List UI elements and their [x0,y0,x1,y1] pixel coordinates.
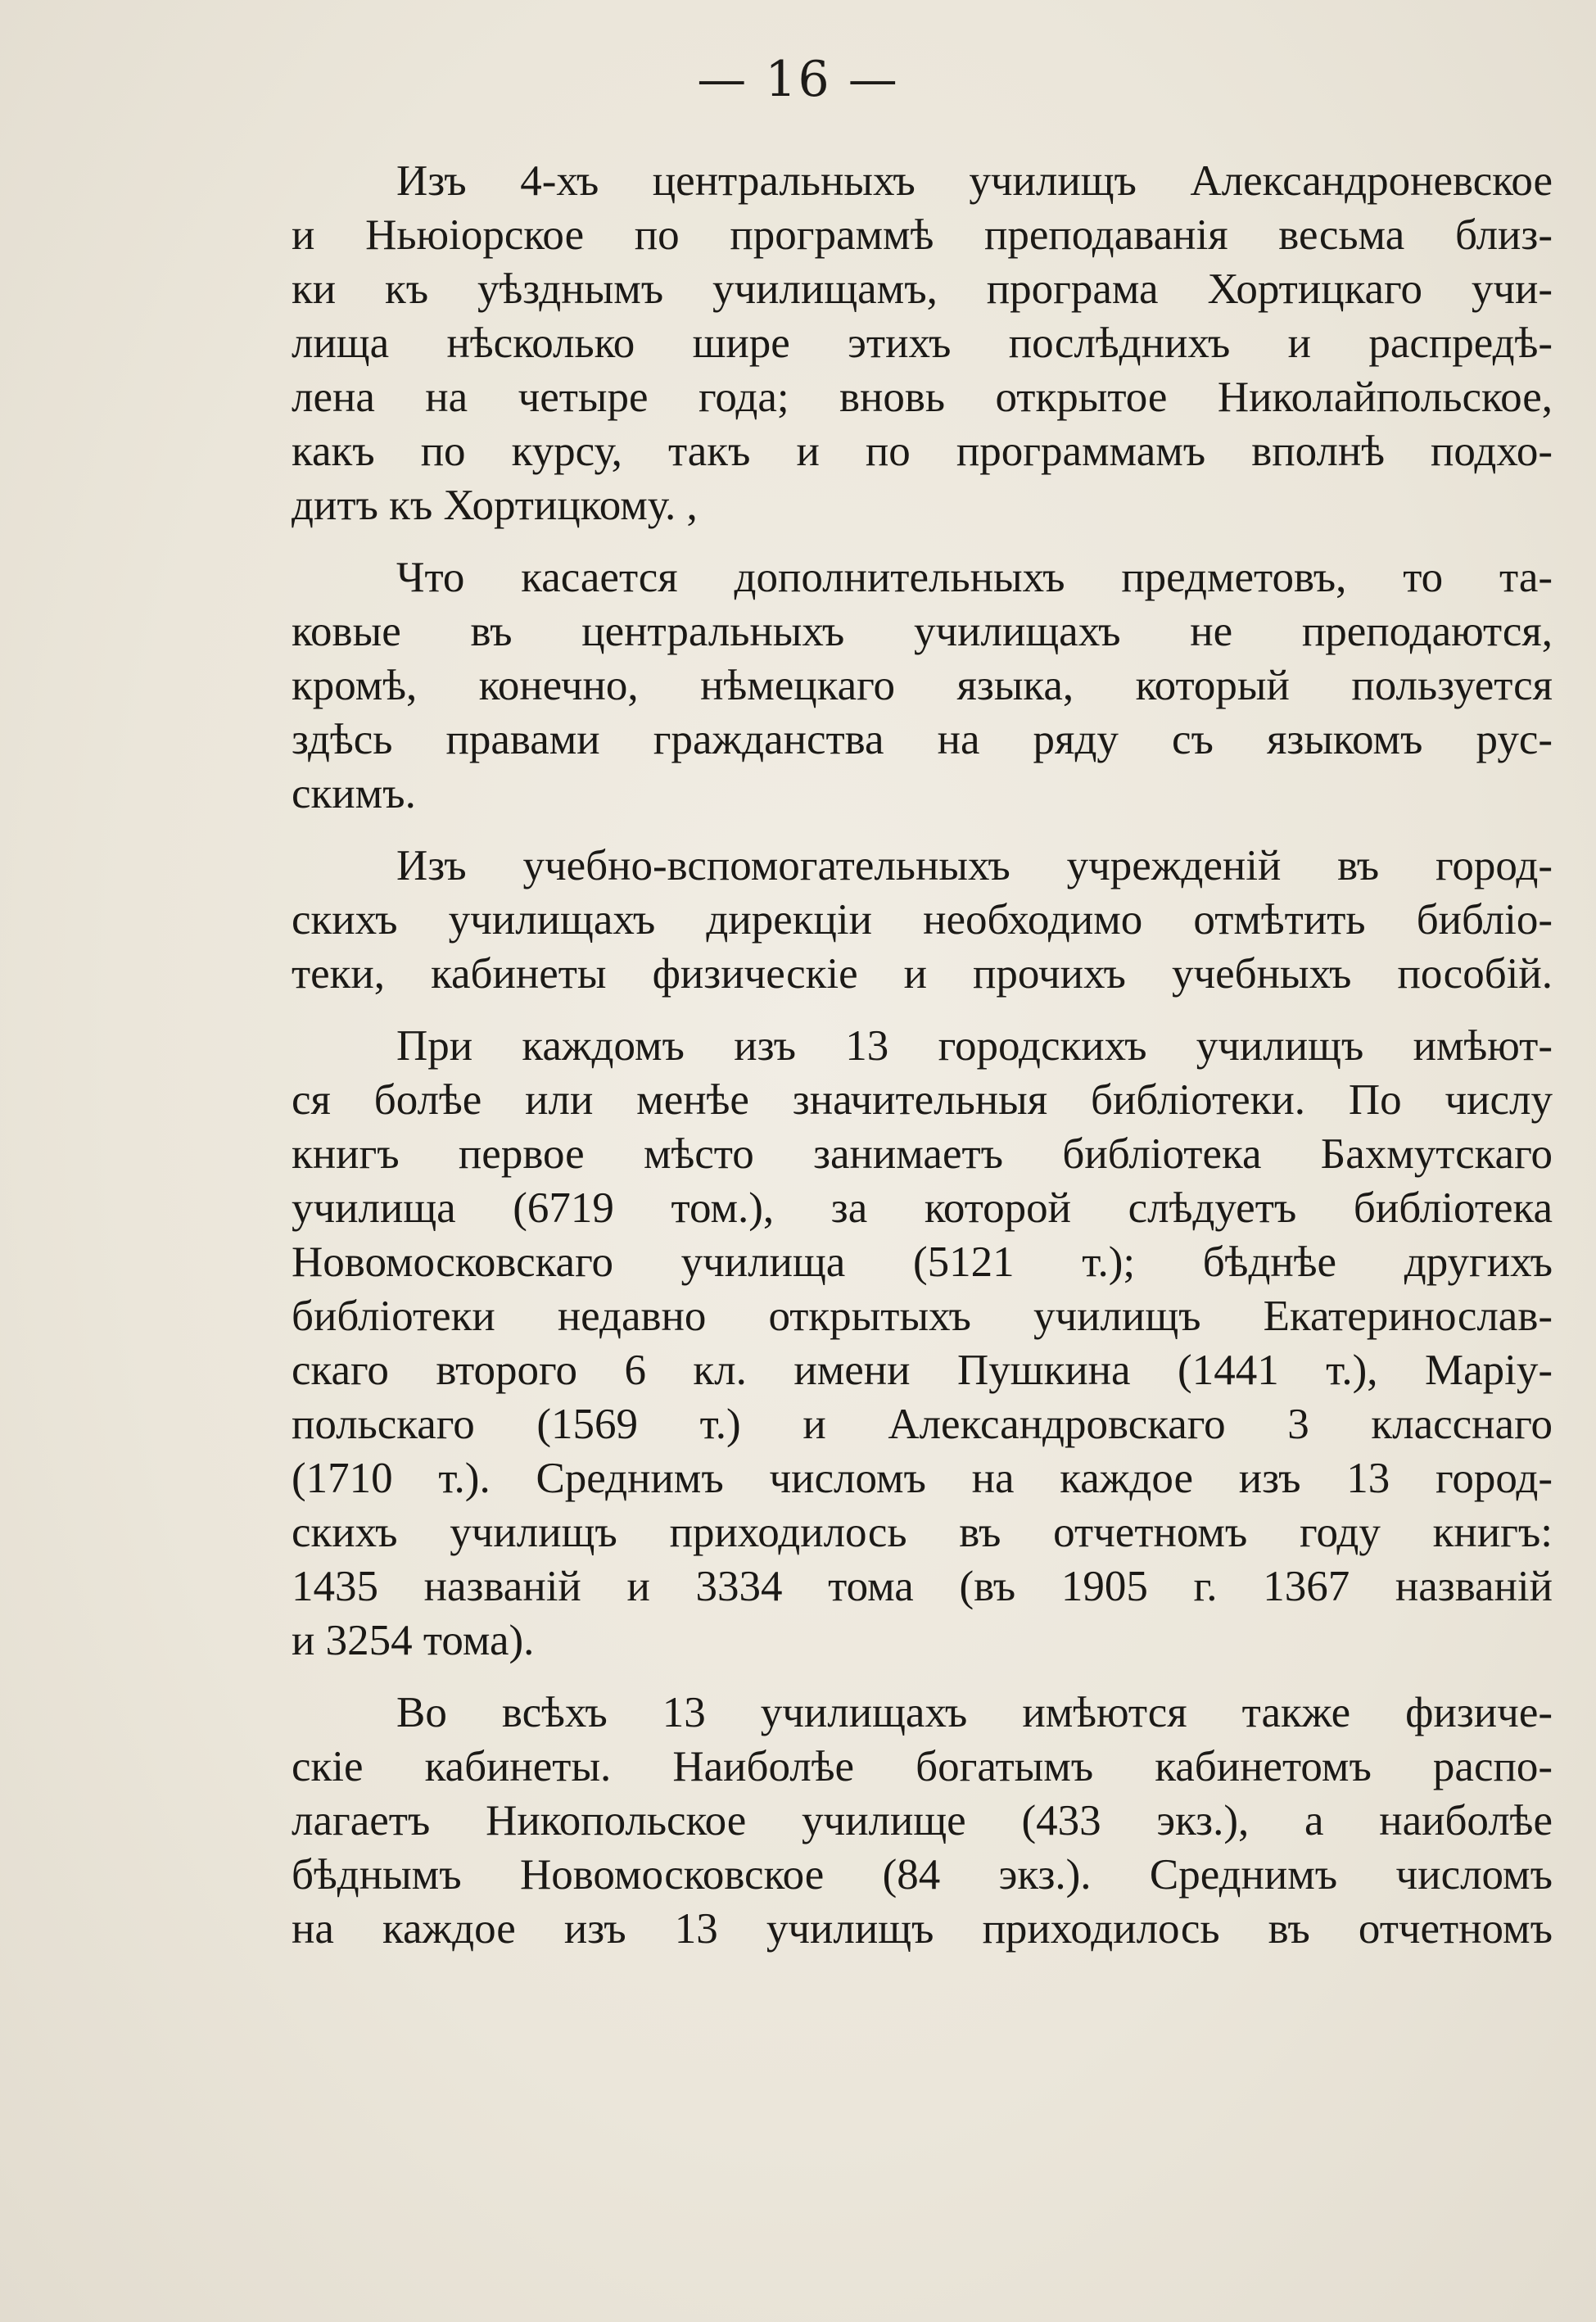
paragraph-additional-subjects [292,550,1553,821]
text-line: ковые въ центральныхъ училищахъ не преподаются, [292,608,1553,655]
text-line: дитъ къ Хортицкому. , [292,482,698,529]
text-line: училища (6719 том.), за которой слѣдуетъ библiотека [292,1184,1553,1232]
paragraph-libraries [292,1019,1553,1668]
text-line: 1435 названiй и 3334 тома (въ 1905 г. 1367 названiй [292,1563,1553,1610]
text-line: здѣсь правами гражданства на ряду съ языкомъ рус- [292,716,1553,763]
text-line: какъ по курсу, такъ и по программамъ вполнѣ подхо- [292,428,1553,475]
text-line: Во всѣхъ 13 училищахъ имѣются также физиче- [396,1689,1553,1736]
text-line: лагаетъ Никопольское училище (433 экз.), а наиболѣе [292,1797,1553,1844]
text-line: скiе кабинеты. Наиболѣе богатымъ кабинетомъ распо- [292,1743,1553,1790]
text-line: ки къ уѣзднымъ училищамъ, програма Хортицкаго учи- [292,265,1553,313]
text-line: польскаго (1569 т.) и Александровскаго 3 класснаго [292,1401,1553,1448]
text-line: Что касается дополнительныхъ предметовъ, то та- [396,554,1553,601]
text-line: ся болѣе или менѣе значительныя библiотеки. По числу [292,1076,1553,1124]
text-line: и 3254 тома). [292,1617,535,1664]
text-line: кромѣ, конечно, нѣмецкаго языка, который пользуется [292,662,1553,709]
text-line: бѣднымъ Новомосковское (84 экз.). Среднимъ числомъ [292,1851,1553,1899]
page-number: — 16 — [697,51,899,108]
text-line: лища нѣсколько шире этихъ послѣднихъ и распредѣ- [292,319,1553,367]
paragraph-physics-cabinets [292,1686,1553,1956]
text-line: Изъ учебно-вспомогательныхъ учрежденiй въ город- [396,842,1553,889]
text-line: теки, кабинеты физическiе и прочихъ учебныхъ пособiй. [292,950,1553,998]
paragraph-schools-programs [292,154,1553,532]
text-line: скаго второго 6 кл. имени Пушкина (1441 т.), Марiу- [292,1347,1553,1394]
text-line: (1710 т.). Среднимъ числомъ на каждое изъ 13 город- [292,1455,1553,1502]
text-line: на каждое изъ 13 училищъ приходилось въ отчетномъ [292,1905,1553,1953]
text-line: При каждомъ изъ 13 городскихъ училищъ имѣют- [396,1022,1553,1070]
text-line: скимъ. [292,770,416,817]
text-line: Новомосковскаго училища (5121 т.); бѣднѣе другихъ [292,1238,1553,1286]
paragraph-auxiliary-institutions [292,839,1553,1001]
text-line: Изъ 4-хъ центральныхъ училищъ Александроневское [396,157,1553,205]
text-line: лена на четыре года; вновь открытое Николайпольское, [292,373,1553,421]
text-line: книгъ первое мѣсто занимаетъ библiотека Бахмутскаго [292,1130,1553,1178]
text-line: и Ньюiорское по программѣ преподаванiя весьма близ- [292,211,1553,259]
text-line: скихъ училищахъ дирекцiи необходимо отмѣтить библiо- [292,896,1553,944]
body-text [292,154,1553,1974]
text-line: скихъ училищъ приходилось въ отчетномъ году книгъ: [292,1509,1553,1556]
text-line: библiотеки недавно открытыхъ училищъ Екатеринослав- [292,1292,1553,1340]
